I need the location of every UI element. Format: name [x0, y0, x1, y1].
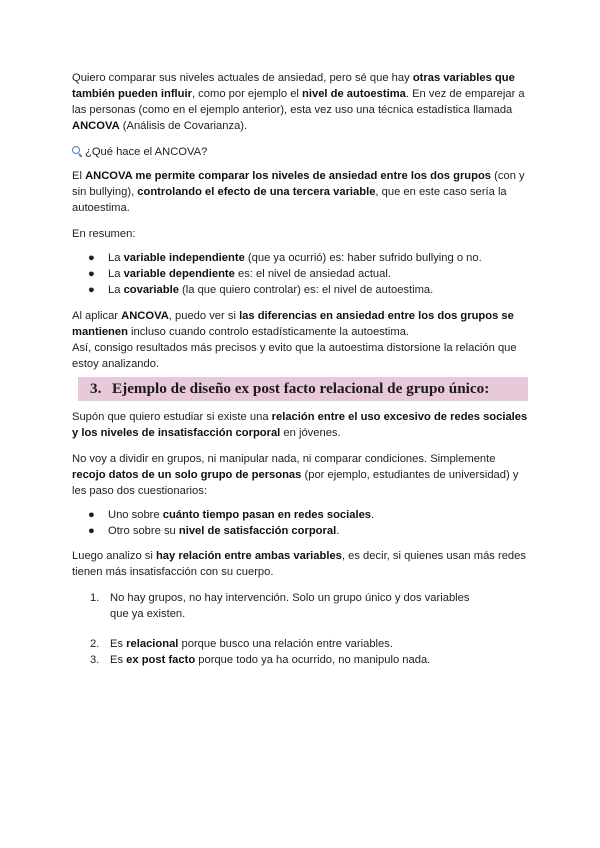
- list-item: ● La covariable (la que quiero controlar) es: el nivel de autoestima.: [88, 284, 434, 296]
- paragraph-study-proposal: Supón que quiero estudiar si existe una relación entre el uso excesivo de redes sociales y los niveles de insatisfacción corporal en jóvenes.: [72, 411, 528, 439]
- paragraph-analysis: Luego analizo si hay relación entre ambas variables, es decir, si quienes usan más redes tienen más insatisfacción con su cuerpo.: [72, 550, 526, 578]
- list-item: 1. No hay grupos, no hay intervención. Solo un grupo único y dos variables que ya existen.: [90, 592, 470, 620]
- paragraph-ancova-application: Al aplicar ANCOVA, puedo ver si las diferencias en ansiedad entre los dos grupos se mantienen incluso cuando controlo estadísticamente la autoestima. Así, consigo resultados más precisos y evito que la autoestima distorsione la relación que estoy analizando.: [72, 310, 517, 370]
- list-item: ● Uno sobre cuánto tiempo pasan en redes sociales.: [88, 509, 375, 521]
- paragraph-ancova-definition: El ANCOVA me permite comparar los niveles de ansiedad entre los dos grupos (con y sin bullying), controlando el efecto de una tercera variable, que en este caso sería la autoestima.: [72, 170, 525, 214]
- paragraph-ancova-intro: Quiero comparar sus niveles actuales de ansiedad, pero sé que hay otras variables que también pueden influir, como por ejemplo el nivel de autoestima. En vez de emparejar a las personas (como en el ejemplo anterior), esta vez uso una técnica estadística llamada ANCOVA (Análisis de Covarianza).: [72, 72, 525, 132]
- magnifying-glass-icon: [72, 146, 82, 156]
- list-item: ● Otro sobre su nivel de satisfacción corporal.: [88, 525, 340, 537]
- list-item: 2. Es relacional porque busco una relación entre variables.: [90, 638, 393, 650]
- numbered-list: [72, 590, 528, 668]
- list-item: 3. Es ex post facto porque todo ya ha ocurrido, no manipulo nada.: [90, 654, 431, 666]
- paragraph-single-group: No voy a dividir en grupos, ni manipular nada, ni comparar condiciones. Simplemente recojo datos de un solo grupo de personas (por ejemplo, estudiantes de universidad) y les paso dos cuestionarios:: [72, 453, 519, 497]
- list-item: ● La variable independiente (que ya ocurrió) es: haber sufrido bullying o no.: [88, 252, 482, 264]
- questionnaire-list: [72, 507, 528, 539]
- list-item: ● La variable dependiente es: el nivel de ansiedad actual.: [88, 268, 391, 280]
- summary-label: En resumen:: [72, 228, 136, 240]
- section-heading: 3. Ejemplo de diseño ex post facto relacional de grupo único:: [78, 377, 528, 401]
- summary-list: [72, 250, 528, 298]
- question-line: ¿Qué hace el ANCOVA?: [72, 144, 528, 160]
